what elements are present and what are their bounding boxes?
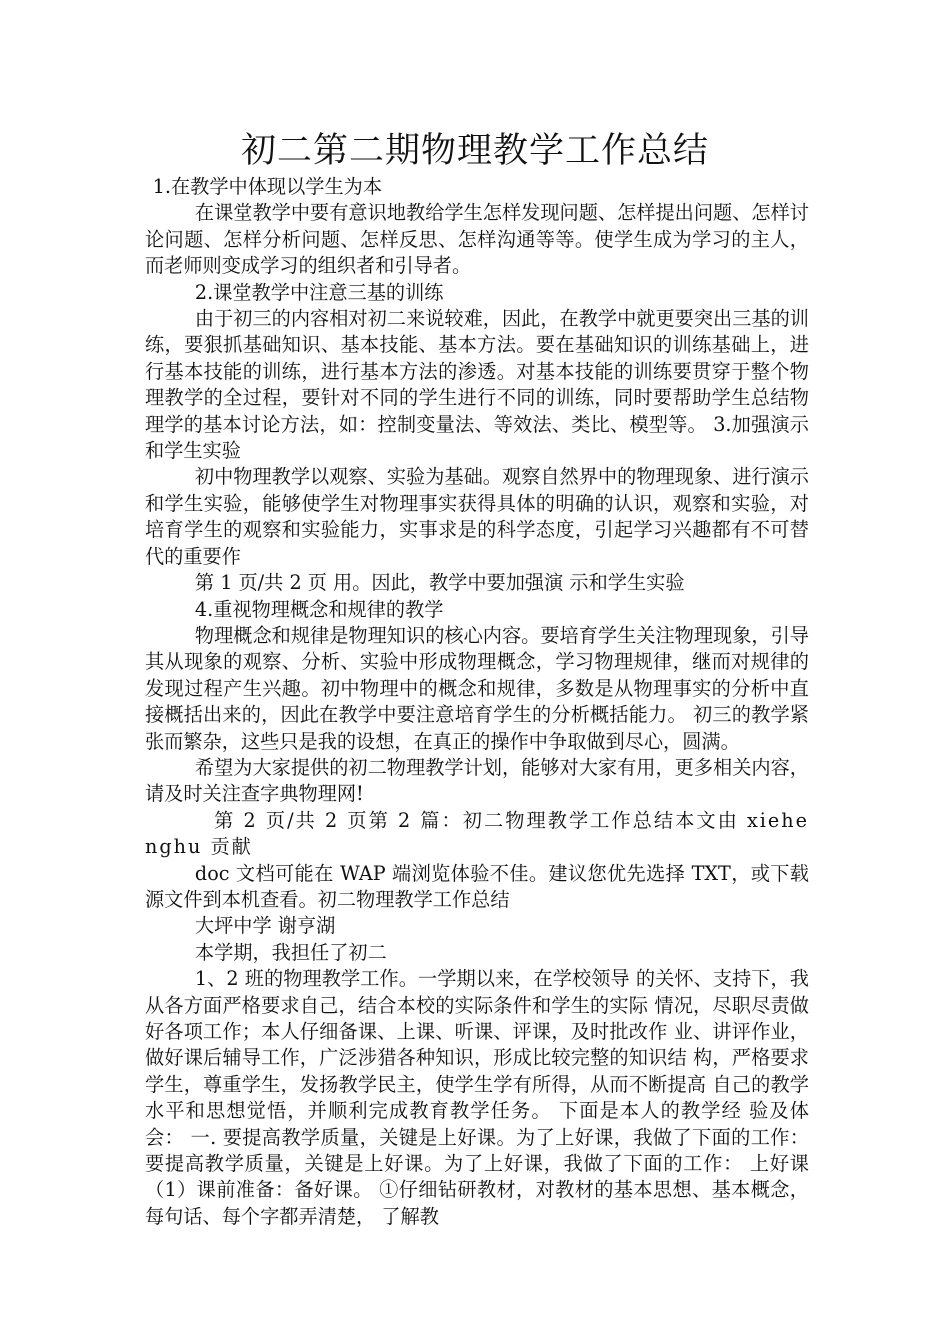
page-footer-line: 第 1 页/共 2 页 用。因此，教学中要加强演 示和学生实验: [194, 571, 685, 595]
author-line: 大坪中学 谢亨湖: [194, 914, 336, 938]
page-footer-line: 第 2 页/共 2 页第 2 篇：初二物理教学工作总结本文由 xiehenghu 贡献: [145, 808, 809, 859]
heading-2: 2.课堂教学中注意三基的训练: [194, 280, 444, 304]
paragraph: 本学期，我担任了初二: [194, 940, 387, 964]
paragraph: doc 文档可能在 WAP 端浏览体验不佳。建议您优先选择 TXT，或下载源文件到本机查看。初二物理教学工作总结: [145, 861, 809, 911]
paragraph: 希望为大家提供的初二物理教学计划，能够对大家有用，更多相关内容，请及时关注查字典物理网!: [145, 755, 809, 806]
paragraph: 在课堂教学中要有意识地教给学生怎样发现问题、怎样提出问题、怎样讨论问题、怎样分析问题、怎样反思、怎样沟通等等。使学生成为学习的主人，而老师则变成学习的组织者和引导者。: [145, 201, 809, 278]
document-title: 初二第二期物理教学工作总结: [240, 131, 709, 171]
heading-4: 4.重视物理概念和规律的教学: [194, 597, 444, 621]
paragraph: 由于初三的内容相对初二来说较难，因此，在教学中就更要突出三基的训练，要狠抓基础知识、基本技能、基本方法。要在基础知识的训练基础上，进行基本技能的训练，进行基本方法的渗透。对基本技能的训练要贯穿于整个物理教学的全过程，要针对不同的学生进行不同的训练，同时要帮助学生总结物理学的基本讨论方法，如：控制变量法、等效法、类比、模型等。 3.加强演示和学生实验: [145, 307, 809, 463]
document-body: [145, 174, 809, 1230]
paragraph: 初中物理教学以观察、实验为基础。观察自然界中的物理现象、进行演示和学生实验，能够使学生对物理事实获得具体的明确的认识，观察和实验，对培育学生的观察和实验能力，实事求是的科学态度，引起学习兴趣都有不可替代的重要作: [145, 465, 809, 568]
paragraph: 物理概念和规律是物理知识的核心内容。要培育学生关注物理现象，引导其从现象的观察、分析、实验中形成物理概念，学习物理规律，继而对规律的发现过程产生兴趣。初中物理中的概念和规律，多数是从物理事实的分析中直接概括出来的，因此在教学中要注意培育学生的分析概括能力。 初三的教学紧张而繁杂，这些只是我的设想，在真正的操作中争取做到尽心，圆满。: [145, 623, 809, 753]
heading-1: 1.在教学中体现以学生为本: [152, 175, 383, 198]
paragraph: 1、2 班的物理教学工作。一学期以来，在学校领导 的关怀、支持下，我从各方面严格要求自己，结合本校的实际条件和学生的实际 情况，尽职尽责做好各项工作；本人仔细备课、上课、听课、评课，及时批改作 业、讲评作业，做好课后辅导工作，广泛涉猎各种知识，形成比较完整的知识结 构，严格要求学生，尊重学生，发扬教学民主，使学生学有所得，从而不断提高 自己的教学水平和思想觉悟，并顺利完成教育教学任务。 下面是本人的教学经 验及体会： 一. 要提高教学质量，关键是上好课。为了上好课，我做了下面的工作： 要提高教学质量，关键是上好课。为了上好课，我做了下面的工作： 上好课 （1）课前准备：备好课。 ①仔细钻研教材，对教材的基本思想、基本概念，每句话、每个字都弄清楚， 了解教: [145, 967, 809, 1228]
